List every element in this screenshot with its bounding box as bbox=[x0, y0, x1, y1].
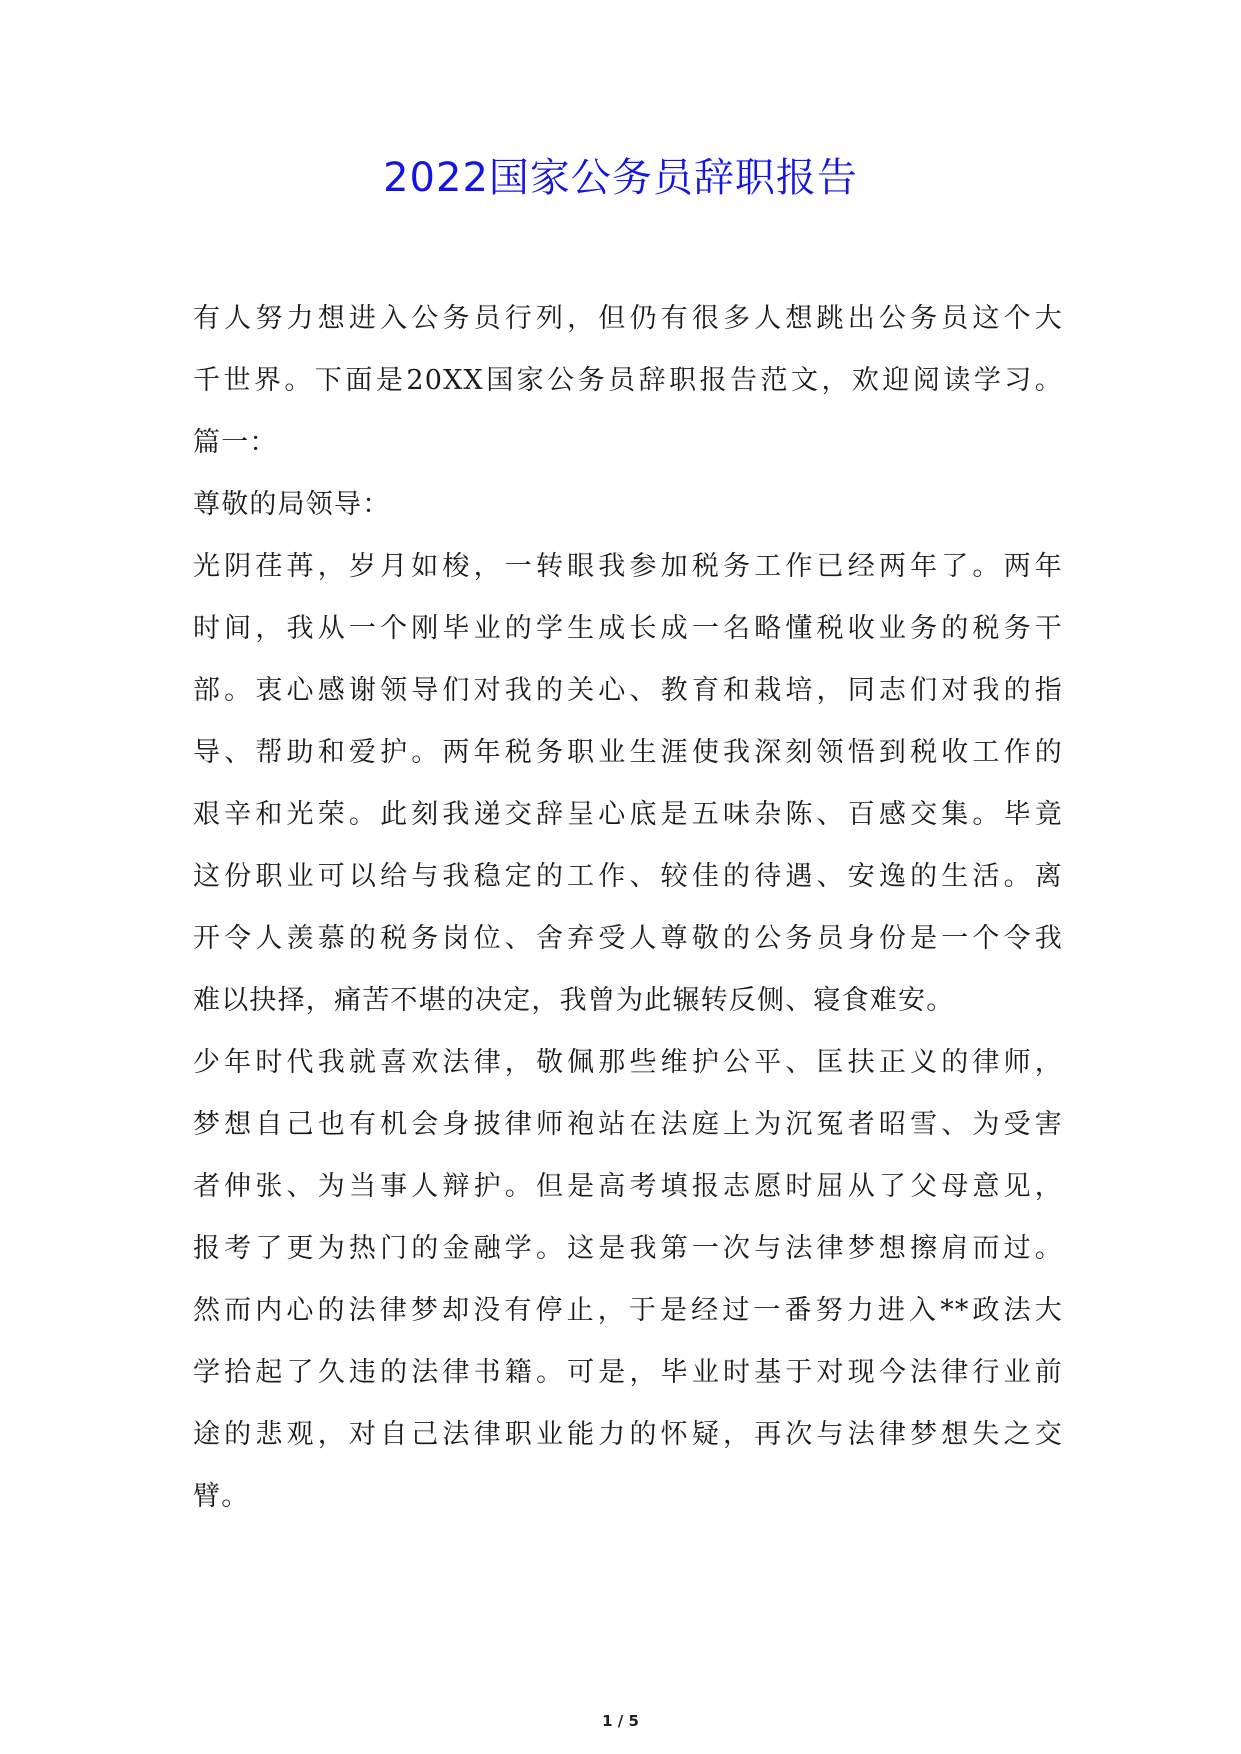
paragraph-line: 途的悲观，对自己法律职业能力的怀疑，再次与法律梦想失之交 bbox=[193, 1419, 1063, 1450]
paragraph-line: 臂。 bbox=[193, 1481, 250, 1512]
paragraph-line: 时间，我从一个刚毕业的学生成长成一名略懂税收业务的税务干 bbox=[193, 613, 1063, 644]
paragraph-line: 部。衷心感谢领导们对我的关心、教育和栽培，同志们对我的指 bbox=[193, 675, 1063, 706]
paragraph-line: 有人努力想进入公务员行列，但仍有很多人想跳出公务员这个大 bbox=[193, 303, 1063, 334]
paragraph-line: 艰辛和光荣。此刻我递交辞呈心底是五味杂陈、百感交集。毕竟 bbox=[193, 799, 1063, 830]
body-text bbox=[193, 288, 1063, 1528]
paragraph-line: 少年时代我就喜欢法律，敬佩那些维护公平、匡扶正义的律师， bbox=[193, 1047, 1063, 1078]
paragraph-line: 梦想自己也有机会身披律师袍站在法庭上为沉冤者昭雪、为受害 bbox=[193, 1109, 1063, 1140]
paragraph-line: 然而内心的法律梦却没有停止，于是经过一番努力进入**政法大 bbox=[193, 1295, 1063, 1326]
paragraph-line: 千世界。下面是20XX国家公务员辞职报告范文，欢迎阅读学习。 bbox=[193, 365, 1063, 396]
paragraph-line: 学拾起了久违的法律书籍。可是，毕业时基于对现今法律行业前 bbox=[193, 1357, 1063, 1388]
paragraph-line: 光阴荏苒，岁月如梭，一转眼我参加税务工作已经两年了。两年 bbox=[193, 551, 1063, 582]
paragraph-line: 难以抉择，痛苦不堪的决定，我曾为此辗转反侧、寝食难安。 bbox=[193, 985, 955, 1016]
document-title: 2022国家公务员辞职报告 bbox=[383, 155, 858, 201]
paragraph-line: 篇一： bbox=[193, 427, 278, 458]
page-number: 1 / 5 bbox=[602, 1712, 639, 1730]
paragraph-line: 开令人羡慕的税务岗位、舍弃受人尊敬的公务员身份是一个令我 bbox=[193, 923, 1063, 954]
paragraph-line: 者伸张、为当事人辩护。但是高考填报志愿时屈从了父母意见， bbox=[193, 1171, 1063, 1202]
paragraph-line: 导、帮助和爱护。两年税务职业生涯使我深刻领悟到税收工作的 bbox=[193, 737, 1063, 768]
paragraph-line: 尊敬的局领导： bbox=[193, 489, 391, 520]
paragraph-line: 这份职业可以给与我稳定的工作、较佳的待遇、安逸的生活。离 bbox=[193, 861, 1063, 892]
paragraph-line: 报考了更为热门的金融学。这是我第一次与法律梦想擦肩而过。 bbox=[193, 1233, 1063, 1264]
